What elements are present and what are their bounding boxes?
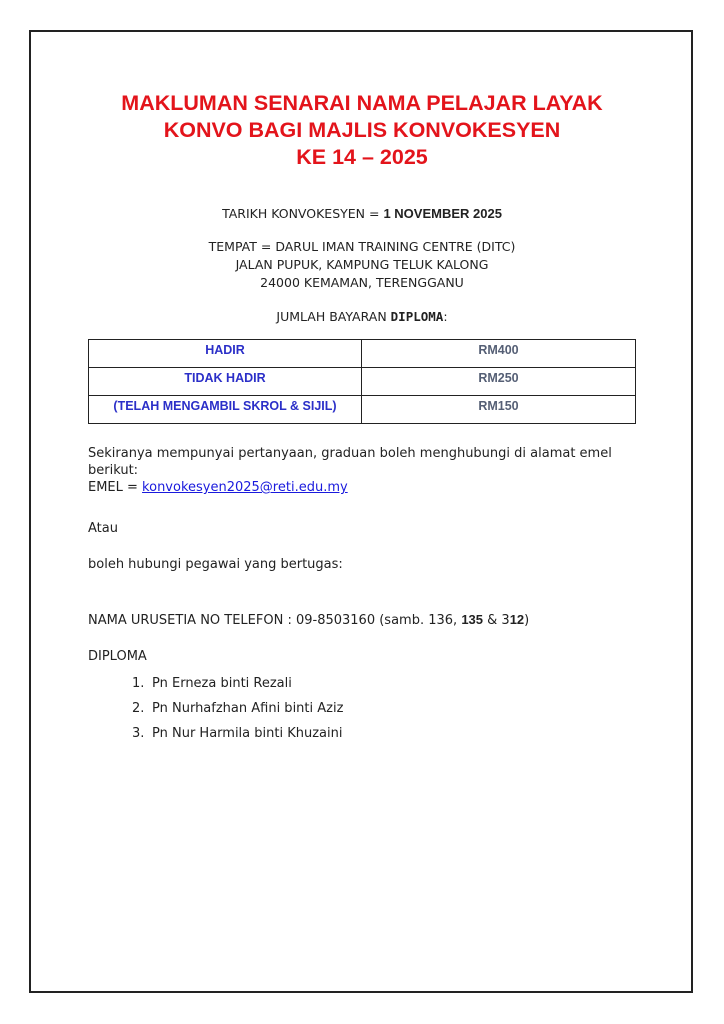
document-title (0, 90, 724, 171)
phone-ext-135: 135 (461, 612, 484, 627)
phone-end: ) (524, 613, 530, 628)
venue-line-2: JALAN PUPUK, KAMPUNG TELUK KALONG (235, 257, 489, 272)
email-line (88, 479, 648, 496)
contact-paragraph (88, 445, 648, 496)
officer-name: Pn Nur Harmila binti Khuzaini (152, 726, 343, 741)
list-item (132, 671, 343, 696)
fee-label: TIDAK HADIR (89, 368, 362, 396)
list-item (132, 721, 343, 746)
phone-label: NAMA URUSETIA NO TELEFON : 09-8503160 (samb. 136, (88, 613, 462, 628)
fee-amount: RM400 (362, 340, 636, 368)
phone-mid: & 3 (483, 613, 510, 628)
table-row (89, 396, 636, 424)
page-border (29, 30, 693, 993)
convocation-date (0, 206, 724, 222)
payment-heading (0, 309, 724, 325)
list-item (132, 696, 343, 721)
fee-amount: RM150 (362, 396, 636, 424)
list-number: 1. (132, 676, 145, 691)
fee-label: (TELAH MENGAMBIL SKROL & SIJIL) (89, 396, 362, 424)
officer-text: boleh hubungi pegawai yang bertugas: (88, 557, 343, 572)
fee-amount: RM250 (362, 368, 636, 396)
date-label: TARIKH KONVOKESYEN = (222, 206, 384, 221)
payment-suffix: : (443, 309, 448, 324)
title-line-2: KONVO BAGI MAJLIS KONVOKESYEN (163, 118, 561, 142)
fee-table (88, 339, 636, 424)
list-number: 2. (132, 701, 145, 716)
officer-name: Pn Erneza binti Rezali (152, 676, 292, 691)
table-row (89, 368, 636, 396)
title-line-1: MAKLUMAN SENARAI NAMA PELAJAR LAYAK (121, 91, 603, 115)
list-number: 3. (132, 726, 145, 741)
venue-line-3: 24000 KEMAMAN, TERENGGANU (260, 275, 464, 290)
officer-name: Pn Nurhafzhan Afini binti Aziz (152, 701, 344, 716)
officer-list (132, 671, 343, 746)
payment-label: JUMLAH BAYARAN (276, 309, 391, 324)
phone-line (88, 611, 648, 629)
venue-line-1: TEMPAT = DARUL IMAN TRAINING CENTRE (DITC) (208, 239, 516, 254)
email-label: EMEL = (88, 480, 143, 495)
phone-ext-312: 12 (509, 612, 525, 627)
title-line-3: KE 14 – 2025 (296, 145, 428, 169)
payment-program: DIPLOMA (390, 309, 444, 324)
email-link[interactable]: konvokesyen2025@reti.edu.my (142, 480, 348, 495)
date-value: 1 NOVEMBER 2025 (383, 206, 502, 221)
fee-label: HADIR (89, 340, 362, 368)
section-heading: DIPLOMA (88, 649, 147, 664)
or-text: Atau (88, 521, 118, 536)
table-row (89, 340, 636, 368)
contact-text: Sekiranya mempunyai pertanyaan, graduan boleh menghubungi di alamat emel berikut: (88, 446, 612, 478)
